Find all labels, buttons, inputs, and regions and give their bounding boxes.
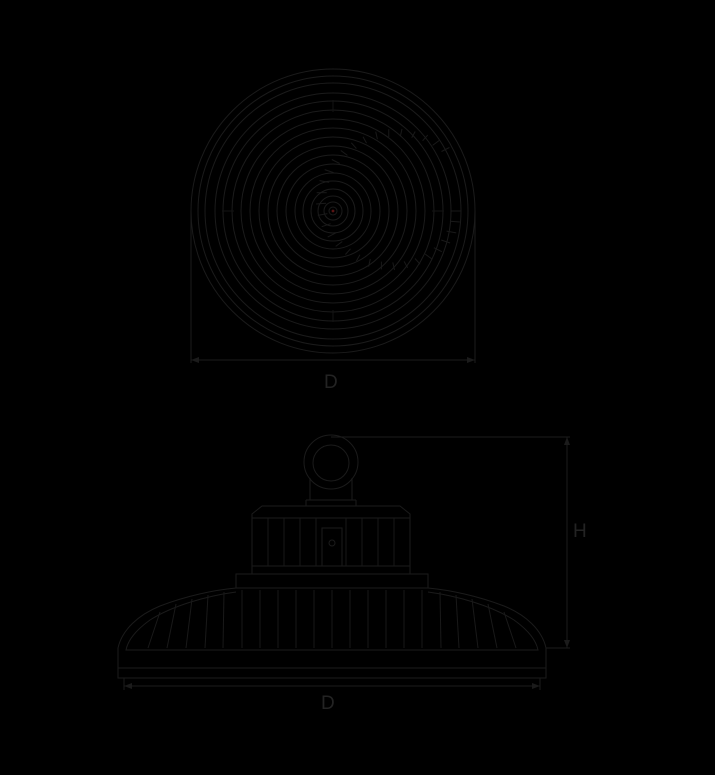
side-dim-h-arrow-bottom [564,640,570,648]
top-dim-arrow-left [191,357,199,363]
top-view-diameter-label: D [324,372,339,393]
side-dimension-d [124,678,540,690]
top-view-group [191,69,475,363]
side-housing-plate [322,528,342,566]
side-dim-d-arrow-left [124,683,132,689]
top-dimension-d [191,211,475,363]
side-dim-h-arrow-top [564,437,570,445]
side-view-diameter-label: D [321,693,336,714]
side-housing-ribs [268,518,394,566]
side-collar [236,574,428,588]
top-dim-arrow-right [467,357,475,363]
side-housing-screw [329,540,335,546]
side-dim-d-arrow-right [532,683,540,689]
side-driver-housing [252,500,410,574]
side-view-height-label: H [573,521,588,542]
side-dimension-h [331,437,570,648]
side-hook-ring-inner [313,445,349,481]
top-center-mark [332,210,335,213]
side-view-group [118,435,570,690]
